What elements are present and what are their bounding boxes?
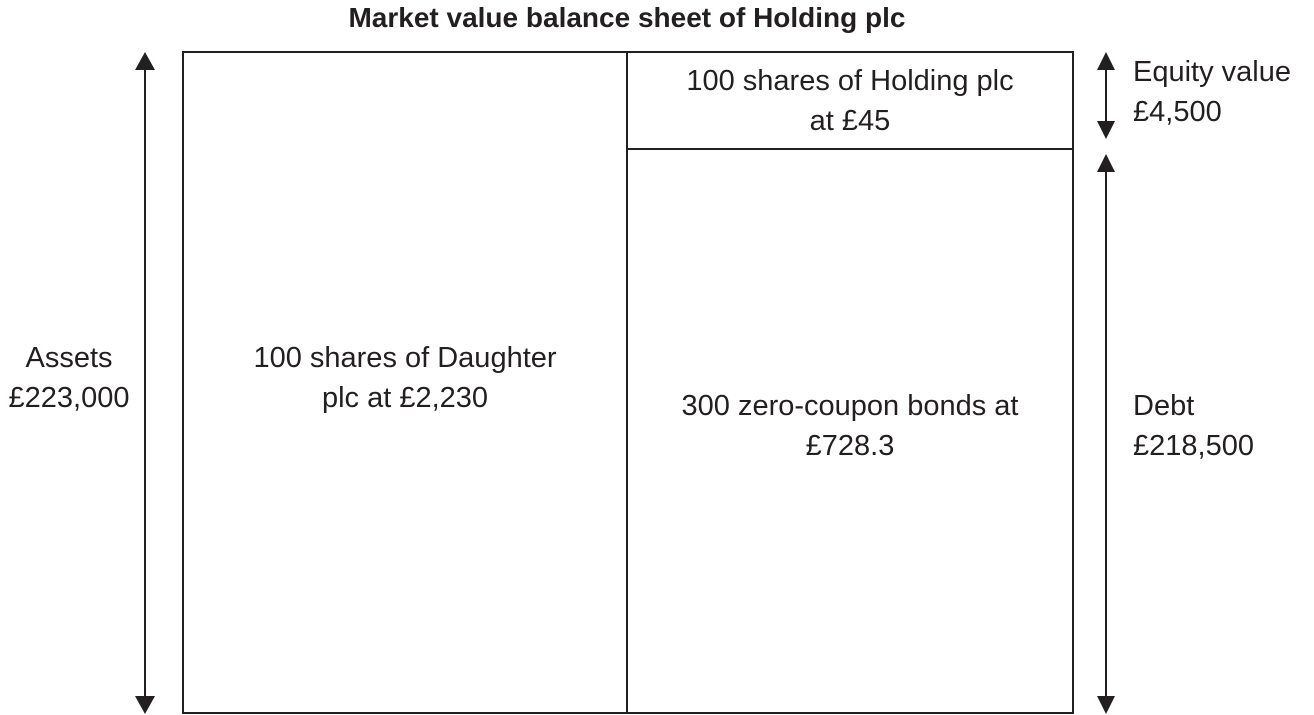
- debt-box-text: [629, 386, 1071, 466]
- debt-label-value: £218,500: [1133, 430, 1254, 462]
- equity-label-name: Equity value: [1133, 56, 1291, 88]
- assets-label-value: £223,000: [8, 382, 130, 414]
- equity-arrow: [1097, 52, 1115, 139]
- diagram-title: Market value balance sheet of Holding plc: [348, 2, 906, 33]
- equity-label-value: £4,500: [1133, 96, 1222, 128]
- assets-box-line-1: 100 shares of Daughter: [253, 342, 557, 374]
- debt-box-line-2: £728.3: [805, 430, 895, 462]
- debt-arrow: [1097, 154, 1115, 714]
- equity-label: [1133, 52, 1291, 132]
- assets-label: [0, 338, 138, 418]
- assets-arrow: [135, 52, 155, 714]
- assets-label-name: Assets: [25, 342, 113, 374]
- debt-label-name: Debt: [1133, 390, 1195, 422]
- equity-box-line-2: at £45: [809, 105, 891, 137]
- equity-box-line-1: 100 shares of Holding plc: [686, 65, 1014, 97]
- debt-label: [1133, 386, 1254, 466]
- assets-box-line-2: plc at £2,230: [321, 382, 489, 414]
- debt-box-line-1: 300 zero-coupon bonds at: [681, 390, 1019, 422]
- equity-box-text: [629, 61, 1071, 141]
- assets-box-text: [185, 338, 625, 418]
